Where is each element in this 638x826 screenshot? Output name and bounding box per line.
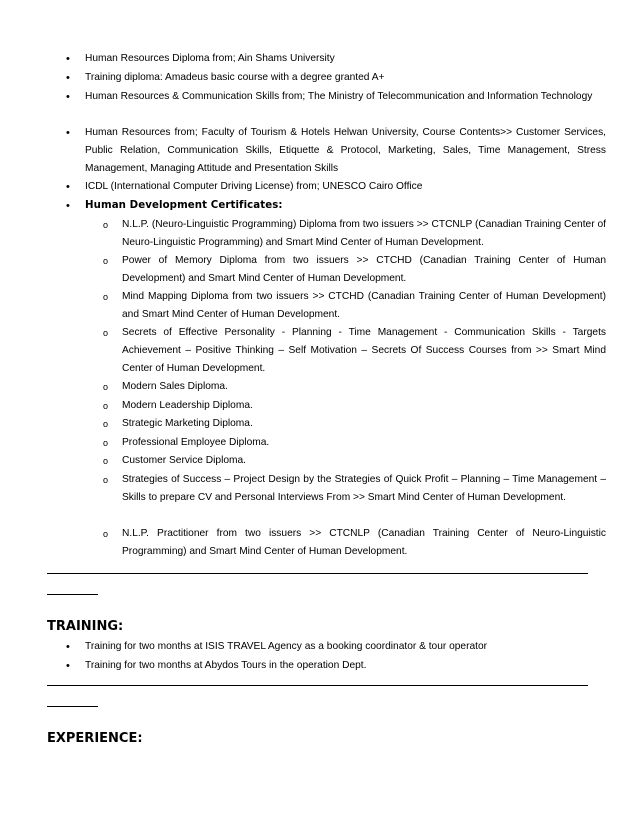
- bullet: •: [66, 72, 70, 84]
- sub-bullet: o: [103, 220, 109, 230]
- sub-bullet: o: [103, 438, 109, 448]
- sub-bullet: o: [103, 382, 109, 392]
- hd-item-2: Power of Memory Diploma from two issuers >> CTCHD (Canadian Training Center of Human Development) and Smart Mind Center of Human Development.: [122, 255, 606, 284]
- section-divider: [47, 685, 588, 686]
- education-item-1: Human Resources Diploma from; Ain Shams University: [85, 53, 335, 64]
- hd-item-1: N.L.P. (Neuro-Linguistic Programming) Diploma from two issuers >> CTCNLP (Canadian Training Center of Neuro-Linguistic Programming) and Smart Mind Center of Human Development.: [122, 219, 606, 248]
- sub-bullet: o: [103, 401, 109, 411]
- education-item-3: Human Resources & Communication Skills from; The Ministry of Telecommunication and Information Technology: [85, 91, 593, 102]
- bullet: •: [66, 181, 70, 193]
- hd-item-3: Mind Mapping Diploma from two issuers >> CTCHD (Canadian Training Center of Human Development) and Smart Mind Center of Human Development.: [122, 291, 606, 320]
- hd-item-8: Professional Employee Diploma.: [122, 437, 270, 448]
- sub-bullet: o: [103, 419, 109, 429]
- hd-item-6: Modern Leadership Diploma.: [122, 400, 253, 411]
- bullet: •: [66, 200, 70, 212]
- experience-heading: EXPERIENCE:: [47, 731, 143, 746]
- education-item-4: Human Resources from; Faculty of Tourism & Hotels Helwan University, Course Contents>> Customer Services, Public Relation, Communication Skills, Etiquette & Protocol, Marketing, Sales, Time Management, Stress Management, Managing Attitude and Presentation Skills: [85, 127, 606, 174]
- sub-bullet: o: [103, 328, 109, 338]
- sub-bullet: o: [103, 529, 109, 539]
- sub-bullet: o: [103, 256, 109, 266]
- hd-item-5: Modern Sales Diploma.: [122, 381, 228, 392]
- bullet: •: [66, 91, 70, 103]
- human-development-heading: Human Development Certificates:: [85, 200, 283, 211]
- hd-item-11: N.L.P. Practitioner from two issuers >> CTCNLP (Canadian Training Center of Neuro-Linguistic Programming) and Smart Mind Center of Human Development.: [122, 528, 606, 557]
- bullet: •: [66, 660, 70, 672]
- bullet: •: [66, 641, 70, 653]
- sub-bullet: o: [103, 475, 109, 485]
- section-divider-tail: [47, 706, 98, 707]
- bullet: •: [66, 127, 70, 139]
- hd-item-10: Strategies of Success – Project Design by the Strategies of Quick Profit – Planning – Time Management – Skills to prepare CV and Personal Interviews From >> Smart Mind Center of Human Development.: [122, 474, 606, 503]
- sub-bullet: o: [103, 292, 109, 302]
- sub-bullet: o: [103, 456, 109, 466]
- hd-item-4: Secrets of Effective Personality - Planning - Time Management - Communication Skills - Targets Achievement – Positive Thinking – Self Motivation – Secrets Of Success Courses from >> Smart Mind Center of Human Development.: [122, 327, 606, 374]
- section-divider-tail: [47, 594, 98, 595]
- section-divider: [47, 573, 588, 574]
- education-item-2: Training diploma: Amadeus basic course with a degree granted A+: [85, 72, 385, 83]
- training-heading: TRAINING:: [47, 619, 124, 634]
- training-item-2: Training for two months at Abydos Tours in the operation Dept.: [85, 660, 367, 671]
- bullet: •: [66, 53, 70, 65]
- hd-item-9: Customer Service Diploma.: [122, 455, 246, 466]
- training-item-1: Training for two months at ISIS TRAVEL Agency as a booking coordinator & tour operator: [85, 641, 488, 652]
- hd-item-7: Strategic Marketing Diploma.: [122, 418, 253, 429]
- education-item-5: ICDL (International Computer Driving License) from; UNESCO Cairo Office: [85, 181, 423, 192]
